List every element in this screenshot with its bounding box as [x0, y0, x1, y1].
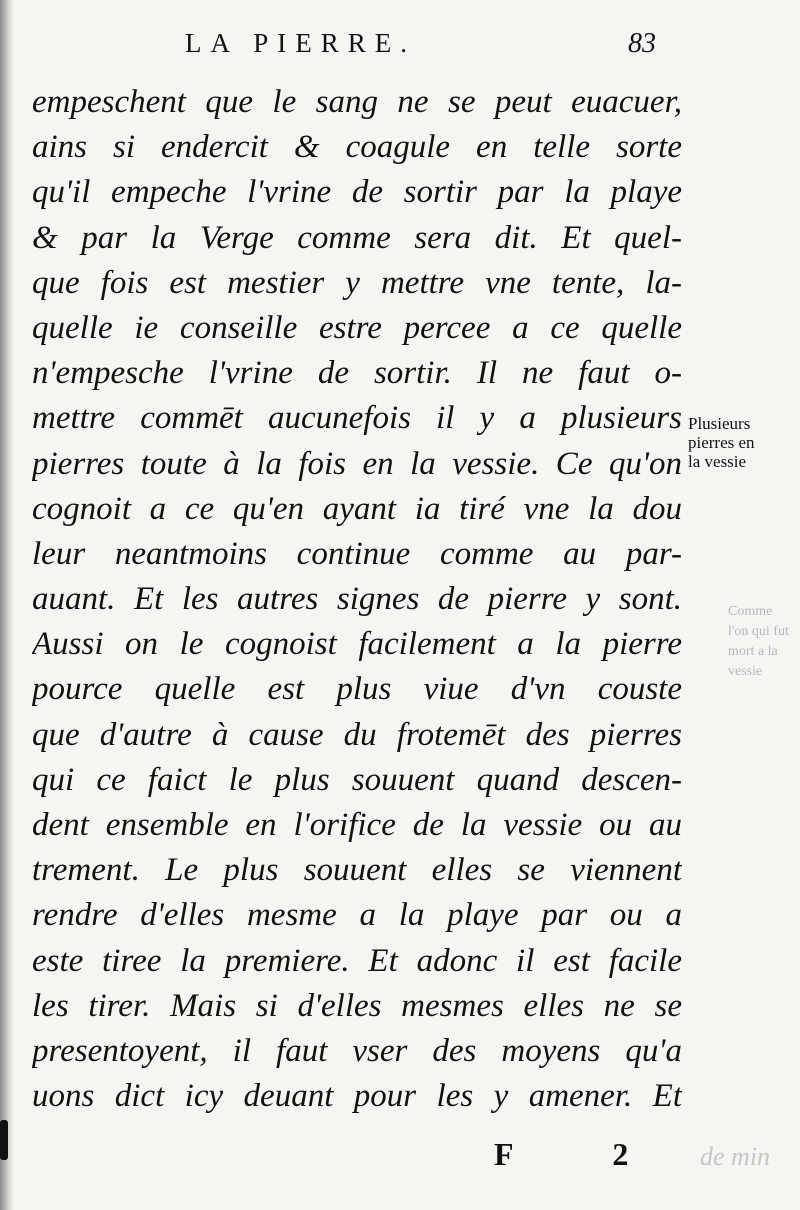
text-line: qui ce faict le plus souuent quand descen-	[32, 761, 682, 798]
text-line: n'empesche l'vrine de sortir. Il ne faut o-	[32, 355, 682, 392]
text-line: quelle ie conseille estre percee a ce quelle	[32, 309, 682, 346]
text-line: & par la Verge comme sera dit. Et quel-	[32, 219, 682, 256]
body-text	[32, 80, 682, 1119]
running-head: LA PIERRE.	[185, 28, 417, 58]
margin-note-line: pierres en	[688, 433, 755, 452]
text-line: qu'il empeche l'vrine de sortir par la playe	[32, 174, 682, 211]
text-line: dent ensemble en l'orifice de la vessie ou au	[32, 807, 682, 843]
binding-shadow	[0, 0, 14, 1210]
bleed-through-line: vessie	[728, 664, 763, 679]
text-line: ains si endercit & coagule en telle sorte	[32, 129, 682, 166]
page-edge-mark	[0, 1120, 8, 1160]
text-line: que fois est mestier y mettre vne tente, la-	[32, 264, 682, 301]
text-line: cognoit a ce qu'en ayant ia tiré vne la dou	[32, 490, 682, 527]
margin-note	[688, 414, 793, 471]
bleed-through-bottom: de min	[700, 1142, 771, 1171]
text-line: este tiree la premiere. Et adonc il est facile	[32, 942, 682, 979]
margin-note-line: Plusieurs	[688, 414, 751, 433]
bleed-through-line: l'on qui fut	[728, 624, 789, 639]
margin-note-line: la vessie	[688, 452, 747, 471]
page-number: 83	[628, 28, 656, 59]
bleed-through-note	[728, 602, 798, 682]
text-line: mettre commēt aucunefois il y a plusieurs	[32, 400, 682, 437]
text-line: empeschent que le sang ne se peut euacuer,	[32, 84, 682, 120]
text-line: trement. Le plus souuent elles se viennent	[32, 852, 682, 889]
text-line: pierres toute à la fois en la vessie. Ce qu'on	[32, 445, 682, 482]
bleed-through-line: Comme	[728, 604, 773, 619]
signature-mark: F 2	[494, 1136, 675, 1172]
text-line: auant. Et les autres signes de pierre y sont.	[32, 581, 682, 618]
text-line: pource quelle est plus viue d'vn couste	[32, 671, 682, 708]
text-line: presentoyent, il faut vser des moyens qu'a	[32, 1032, 682, 1069]
text-line: que d'autre à cause du frotemēt des pierres	[32, 716, 682, 753]
text-line: Aussi on le cognoist facilement a la pierre	[32, 626, 682, 663]
text-line: leur neantmoins continue comme au par-	[32, 535, 682, 572]
bleed-through-line: mort a la	[728, 644, 778, 659]
text-line: uons dict icy deuant pour les y amener. Et	[32, 1078, 682, 1115]
text-line: les tirer. Mais si d'elles mesmes elles ne se	[32, 987, 682, 1024]
text-line: rendre d'elles mesme a la playe par ou a	[32, 897, 682, 934]
